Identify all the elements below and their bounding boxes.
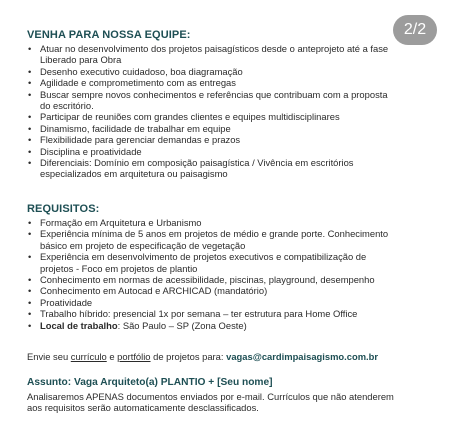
bullet-item — [27, 228, 388, 251]
bullet-item — [27, 274, 388, 285]
bullet-item — [27, 134, 388, 145]
bullet-line: • Buscar sempre novos conhecimentos e referências que contribuam com a proposta — [40, 88, 388, 100]
bullet-item — [27, 146, 388, 157]
equipe-list — [27, 43, 388, 180]
bullet-line: projetos - Foco em projetos de plantio — [40, 262, 198, 274]
bullet-line: • Atuar no desenvolvimento dos projetos paisagísticos desde o anteprojeto até a fase — [40, 43, 389, 54]
bullet-line: • Experiência em desenvolvimento de projetos executivos e compatibilização de — [40, 251, 367, 263]
requisitos-heading: REQUISITOS: — [27, 203, 100, 215]
bullet-item — [27, 157, 388, 180]
bullet-item — [27, 217, 388, 228]
bullet-item — [27, 43, 388, 66]
bullet-line: • Conhecimento em normas de acessibilidade, piscinas, playground, desempenho — [40, 274, 375, 286]
bullet-line: • Flexibilidade para gerenciar demandas e prazos — [40, 134, 241, 146]
bullet-item — [27, 123, 388, 134]
bullet-item — [27, 285, 388, 296]
disclaimer-line: Analisaremos APENAS documentos enviados por e-mail. Currículos que não atenderem — [27, 391, 394, 402]
bullet-line: Liberado para Obra — [40, 54, 122, 66]
disclaimer-line: aos requisitos serão automaticamente desclassificados. — [27, 402, 259, 414]
bullet-line: do escritório. — [40, 100, 94, 112]
bullet-item — [27, 251, 388, 274]
bullet-item — [27, 308, 388, 319]
requisitos-list — [27, 217, 388, 331]
bullet-line: • Diferenciais: Domínio em composição paisagística / Vivência em escritórios — [40, 157, 354, 169]
disclaimer-paragraph — [27, 391, 394, 414]
bullet-line: • Formação em Arquitetura e Urbanismo — [40, 217, 202, 228]
bullet-line: • Dinamismo, facilidade de trabalhar em equipe — [40, 122, 231, 134]
email-link[interactable]: vagas@cardimpaisagismo.com.br — [226, 351, 379, 362]
bullet-item — [27, 66, 388, 77]
local-label: Local de trabalho — [40, 319, 118, 331]
send-and: e — [106, 351, 118, 362]
bullet-line: • Participar de reuniões com grandes clientes e equipes multidisciplinares — [40, 111, 340, 123]
bullet-line: • Trabalho híbrido: presencial 1x por semana – ter estrutura para Home Office — [40, 308, 358, 320]
bullet-line: especializados em arquitetura ou paisagismo — [40, 168, 228, 180]
bullet-line: • Desenho executivo cuidadoso, boa diagramação — [40, 65, 243, 77]
bullet-line: • Proatividade — [40, 296, 93, 308]
page-indicator-badge: 2/2 — [393, 15, 437, 45]
bullet-line: básico em projeto de especificação de vegetação — [40, 239, 246, 251]
equipe-heading: VENHA PARA NOSSA EQUIPE: — [27, 29, 191, 41]
portfolio-text: portfólio — [117, 351, 151, 362]
bullet-item — [27, 89, 388, 112]
bullet-line: • Experiência mínima de 5 anos em projetos de médio e grande porte. Conhecimento — [40, 228, 389, 240]
send-instructions — [27, 351, 378, 362]
bullet-line: • Disciplina e proatividade — [40, 145, 142, 157]
send-middle: de projetos para: — [150, 351, 227, 362]
bullet-item — [27, 111, 388, 122]
subject-title: Assunto: Vaga Arquiteto(a) PLANTIO + [Seu nome] — [27, 377, 273, 388]
bullet-item — [27, 77, 388, 88]
curriculo-text: currículo — [70, 351, 107, 362]
bullet-line: • Conhecimento em Autocad e ARCHICAD (mandatório) — [40, 285, 268, 297]
bullet-item-local — [27, 320, 388, 331]
send-prefix: Envie seu — [27, 351, 71, 362]
local-value: : São Paulo – SP (Zona Oeste) — [117, 319, 247, 331]
bullet-item — [27, 297, 388, 308]
bullet-line: • Agilidade e comprometimento com as entregas — [40, 77, 236, 89]
